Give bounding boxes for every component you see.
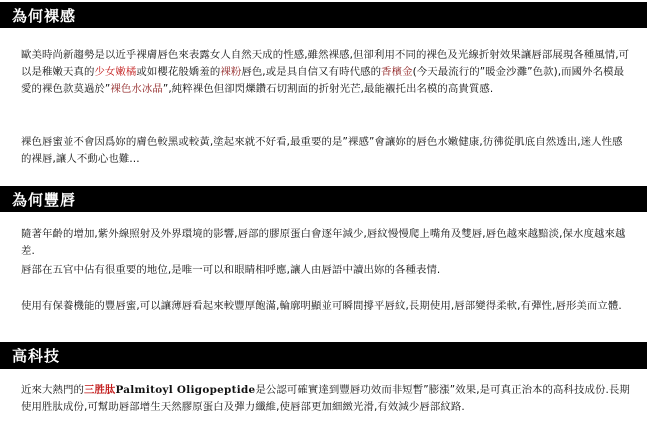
text-segment: 近來大熱門的 — [21, 384, 84, 396]
text-segment: 歐美時尚新趨勢是以近乎裸膚唇色來表露女人自然天成的性感,雖然裸感,但卻利用不同的裸色及光線折射效果讓唇部展現各種風情,可以是稚嫩天真的 — [21, 49, 630, 78]
section-header-tech — [0, 342, 647, 369]
text-segment: (今天最流行的”暖金沙灘”色款),而國外名模最愛的裸色款莫過於” — [21, 66, 625, 95]
section-title: 為何裸感 — [12, 6, 77, 25]
highlight-text: Palmitoyl Oligopeptide — [115, 384, 256, 396]
highlight-text: 裸粉 — [220, 66, 242, 78]
highlight-text: 裸色水冰晶 — [110, 83, 163, 95]
text-segment: 唇色,或是具自信又有時代感的 — [241, 66, 382, 78]
section-header-plump — [0, 186, 647, 212]
highlight-text: 香檳金 — [381, 66, 413, 78]
text-segment: 是公認可確實達到豐唇功效而非短暫”膨漲”效果,是可真正治本的高科技成份.長期使用胜肽成份,可幫助唇部增生天然膠原蛋白及彈力纖維,使唇部更加細緻光滑,有效減少唇部紋路. — [21, 384, 630, 413]
paragraph — [21, 262, 633, 279]
section-header-naked — [0, 2, 647, 28]
paragraph — [21, 298, 633, 315]
text-segment: 或如櫻花般嬌羞的 — [136, 66, 221, 78]
text-segment: 隨著年齡的增加,紫外線照射及外界環境的影響,唇部的膠原蛋白會逐年減少,唇紋慢慢爬上嘴角及雙唇,唇色越來越黯淡,保水度越來越差. — [21, 228, 626, 257]
text-segment: ”,純粹裸色但卻閃爍鑽石切割面的折射光芒,最能襯托出名模的高貴質感. — [162, 83, 494, 95]
highlight-text: 少女嫩橘 — [94, 66, 137, 78]
paragraph — [21, 226, 633, 260]
paragraph — [21, 134, 633, 168]
highlight-text: 三胜肽 — [83, 384, 116, 396]
section-title: 高科技 — [12, 347, 61, 365]
text-segment: 唇部在五官中佔有很重要的地位,是唯一可以和眼睛相呼應,讓人由唇語中讀出妳的各種表情. — [21, 264, 441, 276]
section-title: 為何豐唇 — [12, 190, 77, 209]
paragraph — [21, 382, 633, 416]
text-segment: 使用有保養機能的豐唇蜜,可以讓薄唇看起來較豐厚飽滿,輪廓明顯並可瞬間撐平唇紋,長期使用,唇部變得柔軟,有彈性,唇形美而立體. — [21, 300, 622, 312]
paragraph — [21, 47, 633, 98]
text-segment: 裸色唇蜜並不會因爲妳的膚色較黑或較黃,塗起來就不好看,最重要的是”裸感”會讓妳的唇色水嫩健康,彷彿從肌底自然透出,迷人性感的裸唇,讓人不動心也難… — [21, 136, 623, 165]
